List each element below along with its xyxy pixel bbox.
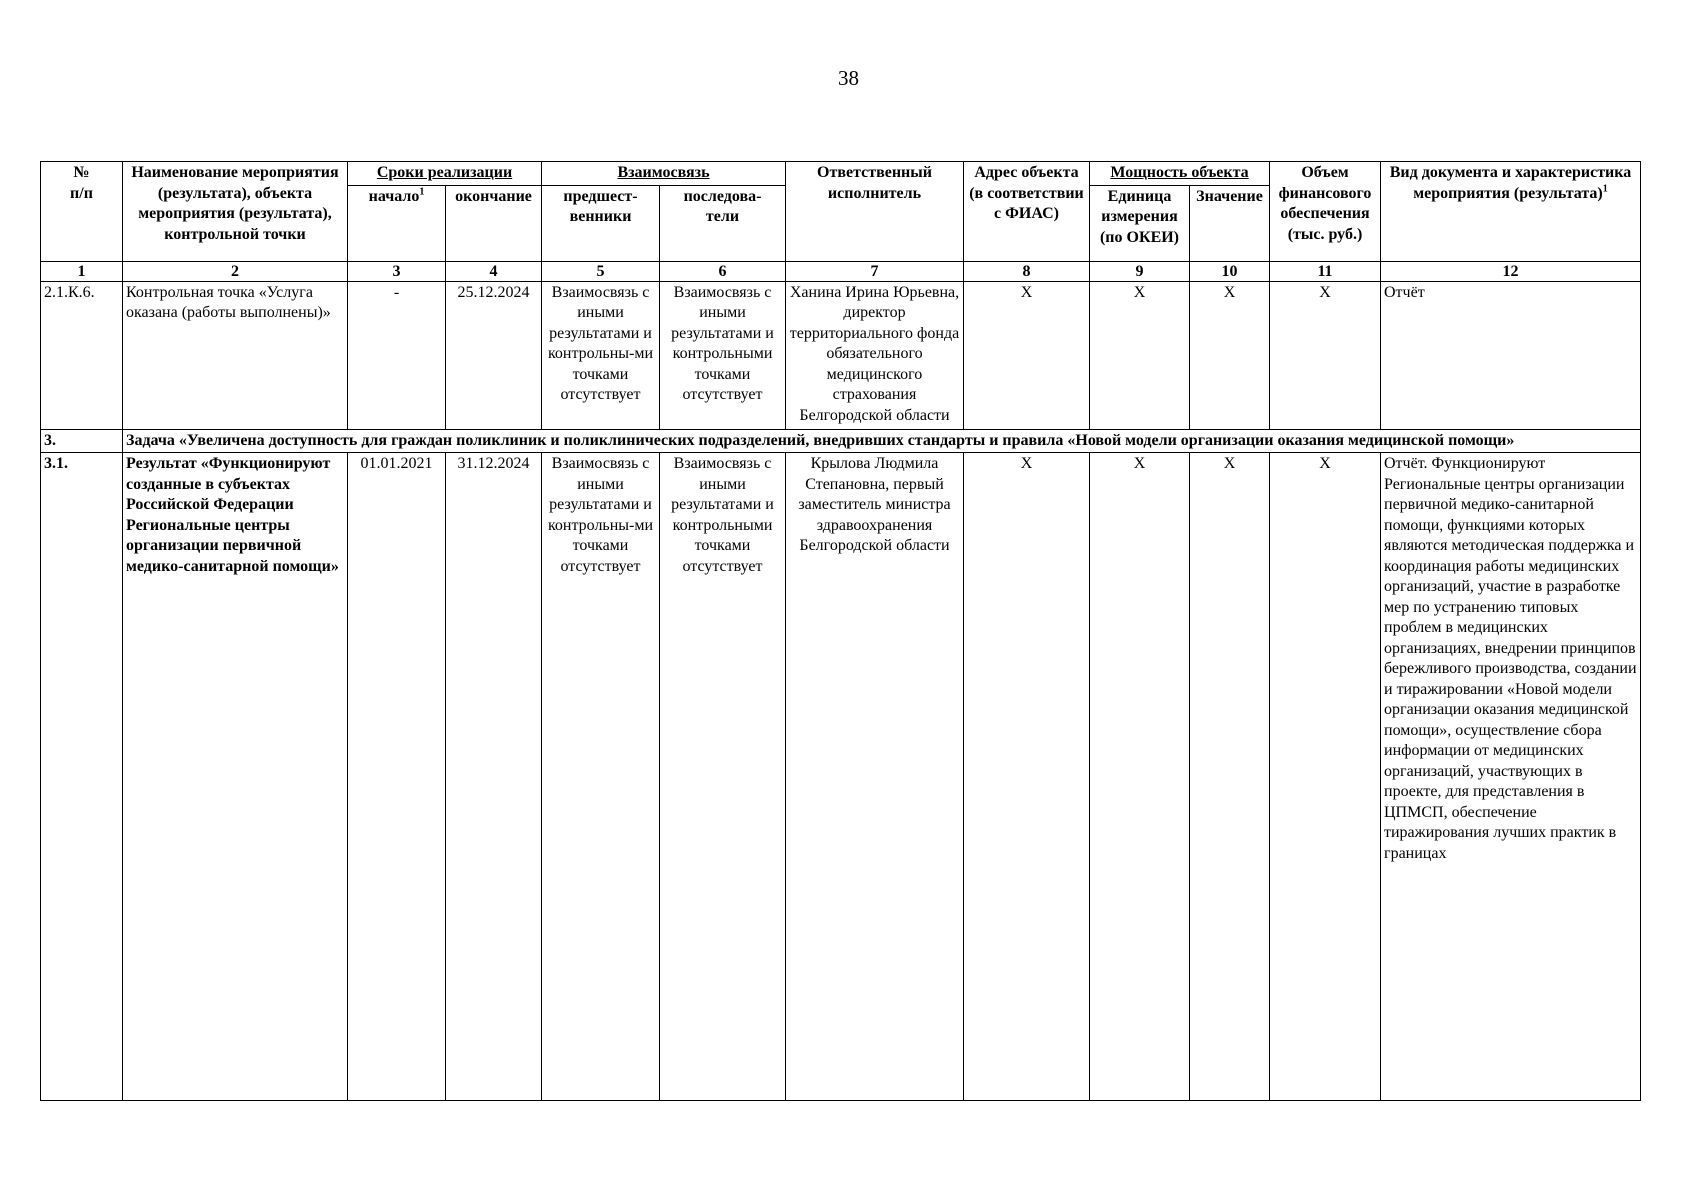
row-successors: Взаимосвязь с иными результатами и контрольными точками отсутствует bbox=[660, 453, 786, 1101]
col-number: 3 bbox=[348, 261, 446, 281]
col-number: 12 bbox=[1381, 261, 1641, 281]
col-num-header: № п/п bbox=[41, 162, 123, 262]
page-number: 38 bbox=[838, 66, 859, 90]
row-doc: Отчёт bbox=[1381, 281, 1641, 429]
col-number: 10 bbox=[1190, 261, 1270, 281]
row-value: Х bbox=[1190, 281, 1270, 429]
col-name-header: Наименование мероприятия (результата), объекта мероприятия (результата), контрольной точки bbox=[123, 162, 348, 262]
row-name: Контрольная точка «Услуга оказана (работы выполнены)» bbox=[123, 281, 348, 429]
task-row bbox=[41, 429, 1641, 453]
col-doc-footnote: 1 bbox=[1602, 183, 1608, 195]
row-unit: Х bbox=[1090, 453, 1190, 1101]
col-address-header: Адрес объекта (в соответствии с ФИАС) bbox=[964, 162, 1090, 262]
table-row bbox=[41, 453, 1641, 1101]
row-address: Х bbox=[964, 453, 1090, 1101]
row-successors: Взаимосвязь с иными результатами и контрольными точками отсутствует bbox=[660, 281, 786, 429]
col-successors-header: последова- тели bbox=[660, 185, 786, 261]
col-number: 6 bbox=[660, 261, 786, 281]
col-number: 1 bbox=[41, 261, 123, 281]
col-doc-header bbox=[1381, 162, 1641, 262]
col-number: 2 bbox=[123, 261, 348, 281]
activities-table bbox=[40, 161, 1641, 1101]
col-doc-header-text: Вид документа и характеристика мероприятия (результата) bbox=[1389, 164, 1632, 202]
col-funding-header: Объем финансового обеспечения (тыс. руб.) bbox=[1270, 162, 1381, 262]
col-start-header-text: начало bbox=[368, 187, 420, 205]
row-unit: Х bbox=[1090, 281, 1190, 429]
table-row bbox=[41, 281, 1641, 429]
row-responsible: Крылова Людмила Степановна, первый заместитель министра здравоохранения Белгородской области bbox=[786, 453, 964, 1101]
header-row-1 bbox=[41, 162, 1641, 186]
row-end: 25.12.2024 bbox=[446, 281, 542, 429]
row-doc: Отчёт. Функционируют Региональные центры организации первичной медико-санитарной помощи, функциями которых являются методическая поддержка и координация работы медицинских организаций, участие в разработке мер по устранению типовых проблем в медицинских организациях, внедрении принципов бережливого производства, создании и тиражировании «Новой модели организации оказания медицинской помощи», осуществление сбора информации от медицинских организаций, участвующих в проекте, для представления в ЦПМСП, обеспечение тиражирования лучших практик в границах bbox=[1381, 453, 1641, 1101]
row-predecessors: Взаимосвязь с иными результатами и контрольны-ми точками отсутствует bbox=[542, 453, 660, 1101]
col-number: 5 bbox=[542, 261, 660, 281]
col-predecessors-header: предшест- венники bbox=[542, 185, 660, 261]
column-numbers-row bbox=[41, 261, 1641, 281]
col-start-footnote: 1 bbox=[419, 186, 425, 198]
col-responsible-header: Ответственный исполнитель bbox=[786, 162, 964, 262]
col-number: 9 bbox=[1090, 261, 1190, 281]
col-unit-header: Единица измерения (по ОКЕИ) bbox=[1090, 185, 1190, 261]
col-value-header: Значение bbox=[1190, 185, 1270, 261]
col-number: 11 bbox=[1270, 261, 1381, 281]
row-funding: Х bbox=[1270, 453, 1381, 1101]
col-number: 4 bbox=[446, 261, 542, 281]
row-num: 2.1.К.6. bbox=[41, 281, 123, 429]
row-name: Результат «Функционируют созданные в субъектах Российской Федерации Региональные центры организации первичной медико-санитарной помощи» bbox=[123, 453, 348, 1101]
col-capacity-header: Мощность объекта bbox=[1090, 162, 1270, 186]
task-text: Задача «Увеличена доступность для граждан поликлиник и поликлинических подразделений, внедривших стандарты и правила «Новой модели организации оказания медицинской помощи» bbox=[123, 429, 1641, 453]
row-funding: Х bbox=[1270, 281, 1381, 429]
row-start: 01.01.2021 bbox=[348, 453, 446, 1101]
col-number: 7 bbox=[786, 261, 964, 281]
task-num: 3. bbox=[41, 429, 123, 453]
col-relation-header: Взаимосвязь bbox=[542, 162, 786, 186]
row-value: Х bbox=[1190, 453, 1270, 1101]
col-timing-header: Сроки реализации bbox=[348, 162, 542, 186]
row-address: Х bbox=[964, 281, 1090, 429]
col-start-header bbox=[348, 185, 446, 261]
row-num: 3.1. bbox=[41, 453, 123, 1101]
col-end-header: окончание bbox=[446, 185, 542, 261]
row-responsible: Ханина Ирина Юрьевна, директор территориального фонда обязательного медицинского страхования Белгородской области bbox=[786, 281, 964, 429]
col-number: 8 bbox=[964, 261, 1090, 281]
row-predecessors: Взаимосвязь с иными результатами и контрольны-ми точками отсутствует bbox=[542, 281, 660, 429]
row-end: 31.12.2024 bbox=[446, 453, 542, 1101]
row-start: - bbox=[348, 281, 446, 429]
